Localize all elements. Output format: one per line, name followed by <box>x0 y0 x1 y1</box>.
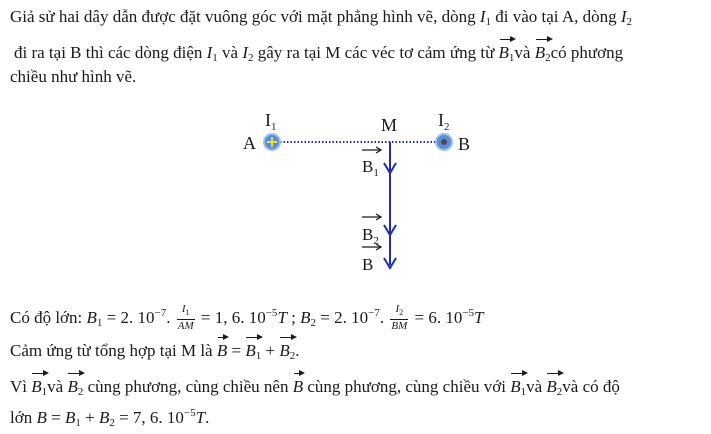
vector-b2: $B_2$ <box>67 376 83 403</box>
b2-symbol: $B_2$ <box>300 308 317 329</box>
current-in-icon <box>264 134 280 150</box>
intro-text: Giả sử hai dây dẫn được đặt vuông góc với mặt phẳng hình vẽ, dòng <box>10 7 480 26</box>
intro-text: và <box>514 43 535 62</box>
svg-text:B: B <box>362 255 374 274</box>
fraction-i2-bm: $\frac{I_2}{BM}$ <box>391 302 408 332</box>
label-m: M <box>381 115 398 135</box>
current-i1: $I_1$ <box>206 43 218 64</box>
vector-b: B <box>292 377 304 396</box>
vector-b2: $B_2$ <box>279 340 295 367</box>
current-out-icon <box>436 134 452 150</box>
intro-line-1 <box>10 6 632 33</box>
vector-b2: $B_2$ <box>546 376 562 403</box>
intro-text: gây ra tại M các véc tơ cảm ứng từ <box>253 43 499 62</box>
label-i1: $I_1$ <box>265 110 277 133</box>
label-b-total <box>362 244 381 274</box>
intro-line-2 <box>14 42 623 69</box>
b1-symbol: $B_1$ <box>86 308 103 329</box>
intro-text: có phương <box>550 43 624 62</box>
vector-b: B <box>216 341 228 360</box>
vector-b1: $B_1$ <box>245 340 261 367</box>
label-b1 <box>362 147 381 179</box>
vector-b1: $B_1$ <box>31 376 47 403</box>
magnetic-field-figure <box>0 100 711 280</box>
intro-text: đi ra tại B thì các dòng điện <box>14 43 207 62</box>
conclusion-line-2: lớn $B = B_1 + B_2 = 7$, 6. $10^{-5}T$. <box>10 407 210 429</box>
magnitude-line: Có độ lớn: $B_1 = 2$. $10^{-7}$. $\frac{I_1}{AM}$ = 1, 6. $10^{-5}T$ ; $B_2 = 2$. $10^{-7}$. $\frac{I_2}{BM}$ = 6. $10^{-5}T$ <box>10 302 484 332</box>
total-line: Cảm ứng từ tổng hợp tại M là $B = B_1 + B_2$. <box>10 340 299 367</box>
current-i1: $I_1$ <box>479 7 491 28</box>
intro-text: chiều như hình vẽ. <box>10 67 137 86</box>
svg-text:B2: $B_2$ <box>362 225 379 247</box>
current-i2: $I_2$ <box>242 43 254 64</box>
intro-text: đi vào tại A, dòng <box>491 7 621 26</box>
intro-text: và <box>217 43 243 62</box>
current-i2: $I_2$ <box>620 7 633 28</box>
label-b2 <box>362 214 381 247</box>
conclusion-line-1: Vì $B_1và$ $B_2$ cùng phương, cùng chiều nên B cùng phương, cùng chiều với $B_1và$ $B_2và$ có độ <box>10 376 620 403</box>
intro-line-3 <box>10 66 136 88</box>
fraction-i1-am: $\frac{I_1}{AM}$ <box>177 302 194 332</box>
label-a: A <box>243 133 256 153</box>
vector-b1: $B_1$ <box>499 42 515 69</box>
vector-b2: $B_2$ <box>535 42 551 69</box>
label-b-point: B <box>458 134 471 154</box>
label-i2: $I_2$ <box>438 110 450 133</box>
svg-text:B1: $B_1$ <box>362 157 379 179</box>
vector-b1: $B_1$ <box>510 376 526 403</box>
